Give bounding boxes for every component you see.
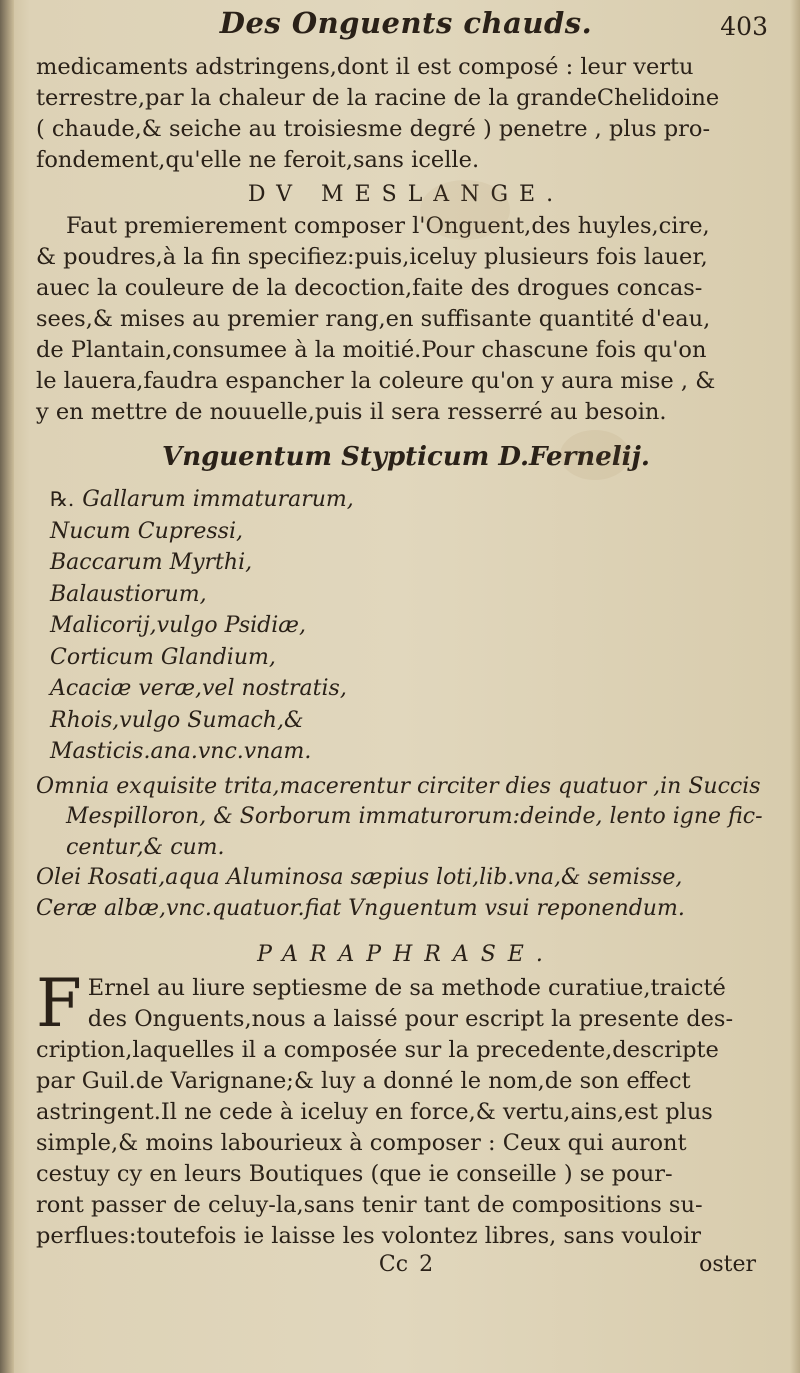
page-footer xyxy=(36,1252,776,1284)
book-spine-shadow xyxy=(0,0,14,1373)
instruction-line: Omnia exquisite trita,macerentur circiter dies quatuor ,in Succis xyxy=(36,773,761,799)
drop-capital: F xyxy=(36,965,82,1042)
text-line: astringent.Il ne cede à iceluy en force,& vertu,ains,est plus xyxy=(36,1099,713,1125)
page-number: 403 xyxy=(720,12,768,41)
text-line: perflues:toutefois ie laisse les volontez libres, sans vouloir xyxy=(36,1223,702,1249)
text-line: cription,laquelles il a composée sur la precedente,descripte xyxy=(36,1037,719,1063)
text-line: simple,& moins labourieux à composer : Ceux qui auront xyxy=(36,1130,687,1156)
page-header xyxy=(36,0,776,52)
text-line: medicaments adstringens,dont il est composé : leur vertu xyxy=(36,54,694,80)
instruction-line: centur,& cum. xyxy=(66,834,225,860)
section-heading: DV MESLANGE. xyxy=(247,182,565,207)
text-line: ront passer de celuy-la,sans tenir tant de compositions su- xyxy=(36,1192,703,1218)
instruction-line: Mespilloron, & Sorborum immaturorum:deinde, lento igne fic- xyxy=(66,804,763,829)
text-line: Faut premierement composer l'Onguent,des huyles,cire, xyxy=(66,213,710,239)
text-line: Ernel au liure septiesme de sa methode curatiue,traicté xyxy=(87,975,726,1001)
text-line: fondement,qu'elle ne feroit,sans icelle. xyxy=(36,147,480,173)
text-line: par Guil.de Varignane;& luy a donné le nom,de son effect xyxy=(36,1068,691,1094)
recipe-instructions xyxy=(36,772,776,925)
text-line: sees,& mises au premier rang,en suffisante quantité d'eau, xyxy=(36,306,711,332)
recipe-title: Vnguentum Stypticum D.Fernelij. xyxy=(162,442,650,472)
ingredient: Masticis.ana.vnc.vnam. xyxy=(50,739,312,764)
text-line: & poudres,à la fin specifiez:puis,iceluy plusieurs fois lauer, xyxy=(36,244,708,270)
text-line: le lauera,faudra espancher la coleure qu'on y aura mise , & xyxy=(36,368,716,394)
text-line: de Plantain,consumee à la moitié.Pour chascune fois qu'on xyxy=(36,337,707,363)
recipe-symbol: ℞. xyxy=(50,487,75,511)
ingredient: Corticum Glandium, xyxy=(50,644,276,670)
paraphrase-heading: PARAPHRASE. xyxy=(257,942,555,967)
ingredient: Acaciæ veræ,vel nostratis, xyxy=(50,676,347,701)
text-line: ( chaude,& seiche au troisiesme degré ) penetre , plus pro- xyxy=(36,116,711,142)
ingredient: Gallarum immaturarum, xyxy=(82,487,354,512)
ingredient: Nucum Cupressi, xyxy=(50,518,243,544)
intro-paragraph xyxy=(36,52,776,176)
catchword: oster xyxy=(699,1252,756,1277)
instruction-line: Ceræ albæ,vnc.quatuor.fiat Vnguentum vsui reponendum. xyxy=(36,895,685,921)
text-line: des Onguents,nous a laissé pour escript la presente des- xyxy=(87,1006,734,1032)
instruction-line: Olei Rosati,aqua Aluminosa sæpius loti,lib.vna,& semisse, xyxy=(36,865,683,890)
signature-mark: Cc 2 xyxy=(378,1252,434,1277)
ingredient: Malicorij,vulgo Psidiæ, xyxy=(50,613,306,638)
ingredient: Baccarum Myrthi, xyxy=(50,550,253,575)
ingredient-line xyxy=(50,484,776,516)
ingredient: Rhois,vulgo Sumach,& xyxy=(50,707,304,733)
recipe-ingredients xyxy=(36,484,776,768)
text-line: terrestre,par la chaleur de la racine de la grandeChelidoine xyxy=(36,85,720,111)
text-line: auec la couleure de la decoction,faite des drogues concas- xyxy=(36,275,703,301)
paraphrase-paragraph xyxy=(36,965,776,1252)
mixing-paragraph xyxy=(36,211,776,428)
text-line: y en mettre de nouuelle,puis il sera resserré au besoin. xyxy=(36,399,667,425)
text-line: cestuy cy en leurs Boutiques (que ie conseille ) se pour- xyxy=(36,1161,673,1187)
running-title: Des Onguents chauds. xyxy=(219,6,593,40)
ingredient: Balaustiorum, xyxy=(50,581,207,607)
